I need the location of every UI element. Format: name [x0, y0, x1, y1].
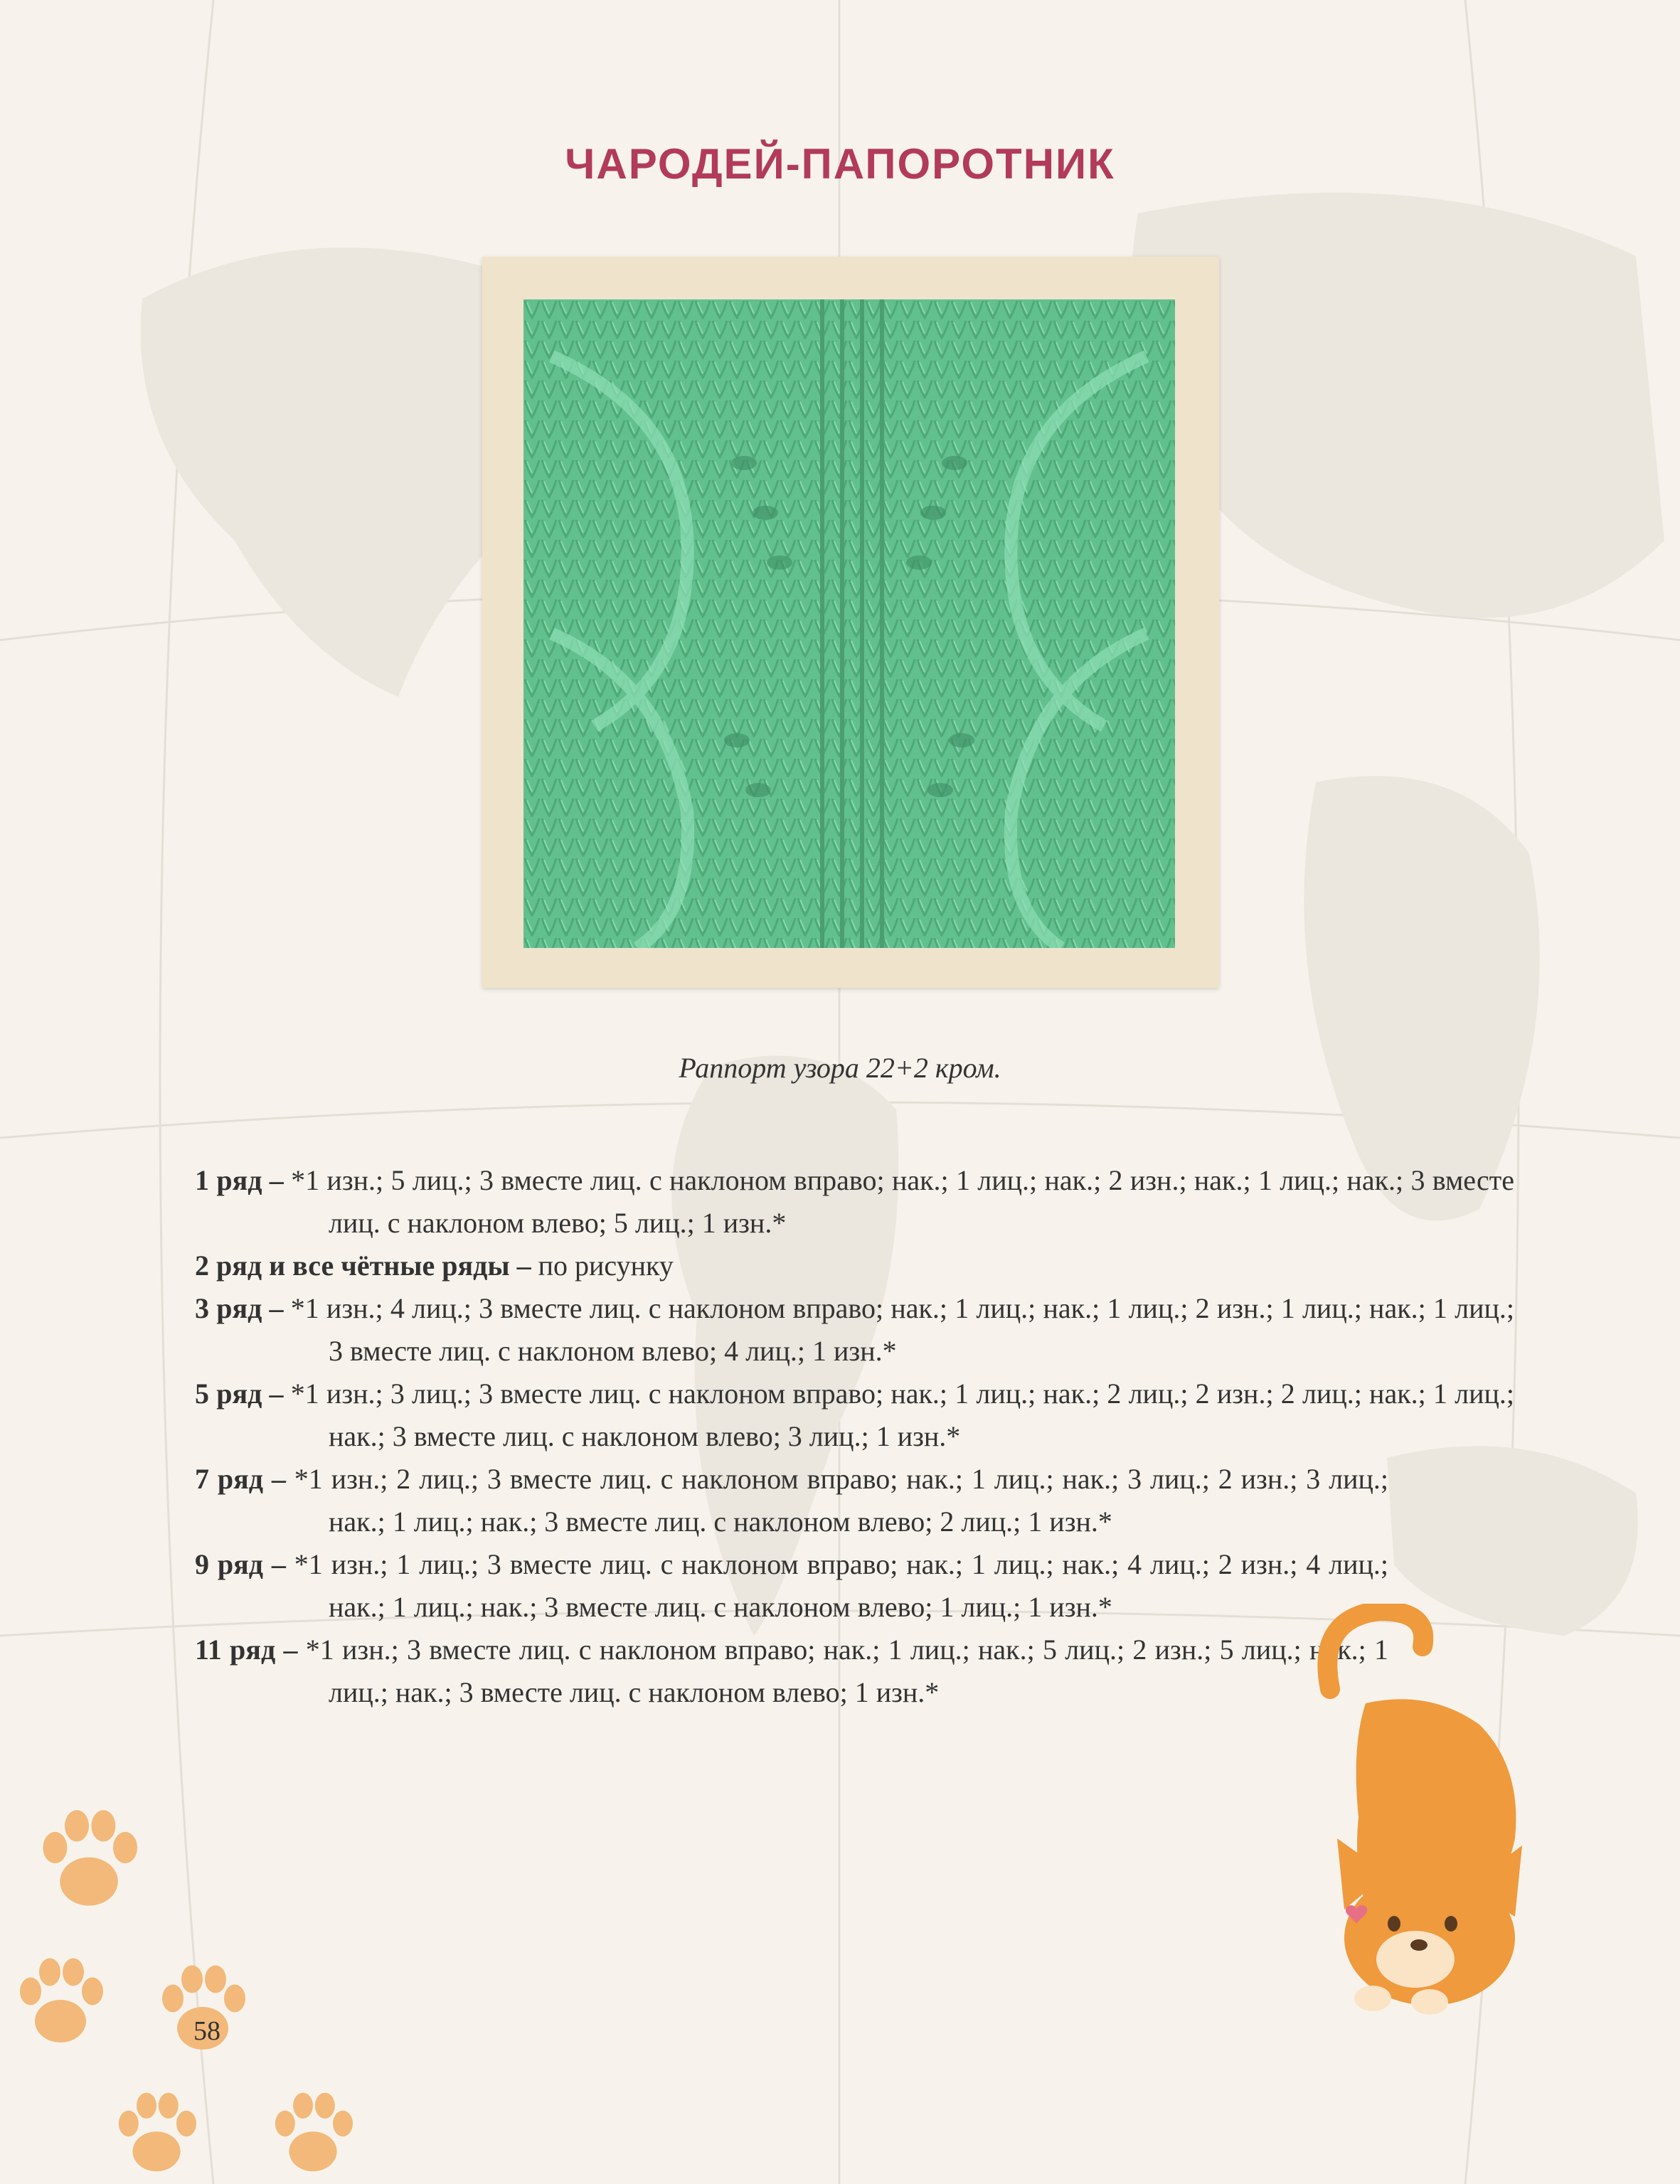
page-title: ЧАРОДЕЙ-ПАПОРОТНИК [565, 140, 1115, 188]
cat-illustration [1287, 1604, 1572, 2016]
row-label: 9 ряд – [195, 1548, 286, 1580]
row-instruction [195, 1245, 1514, 1287]
row-text: *1 изн.; 3 лиц.; 3 вместе лиц. с наклоном вправо; нак.; 1 лиц.; нак.; 2 лиц.; 2 изн.; 2 лиц.; нак.; 1 лиц.; нак.; 3 вместе лиц. с наклоном влево; 3 лиц.; 1 изн.* [290, 1378, 1515, 1452]
row-text: *1 изн.; 2 лиц.; 3 вместе лиц. с наклоном вправо; нак.; 1 лиц.; нак.; 3 лиц.; 2 изн.; 3 лиц.; нак.; 1 лиц.; нак.; 3 вместе лиц. с наклоном влево; 2 лиц.; 1 изн.* [294, 1463, 1389, 1538]
row-instruction [195, 1159, 1514, 1245]
row-label: 1 ряд – [195, 1164, 284, 1196]
row-label: 5 ряд – [195, 1378, 284, 1410]
row-label: 3 ряд – [195, 1292, 284, 1324]
paw-print-icon [263, 2084, 363, 2183]
pattern-repeat-caption: Раппорт узора 22+2 кром. [679, 1052, 1001, 1084]
page-number: 58 [193, 2016, 220, 2046]
row-instruction [195, 1543, 1388, 1629]
heart-icon [1344, 1903, 1368, 1924]
row-label: 7 ряд – [195, 1463, 286, 1495]
knit-sample-frame [482, 257, 1219, 988]
row-text: *1 изн.; 5 лиц.; 3 вместе лиц. с наклоном вправо; нак.; 1 лиц.; нак.; 2 изн.; нак.; 1 лиц.; нак.; 3 вместе лиц. с наклоном влево; 5 лиц.; 1 изн.* [291, 1164, 1515, 1239]
row-text: *1 изн.; 3 вместе лиц. с наклоном вправо; нак.; 1 лиц.; нак.; 5 лиц.; 2 изн.; 5 лиц.; нак.; 1 лиц.; нак.; 3 вместе лиц. с наклоном влево; 1 изн.* [305, 1634, 1388, 1708]
row-label: 11 ряд – [195, 1634, 298, 1666]
paw-print-icon [28, 1799, 149, 1920]
row-instruction [195, 1629, 1388, 1714]
paw-print-icon [7, 1949, 114, 2055]
row-instruction [195, 1458, 1388, 1543]
knit-sample-photo [523, 299, 1175, 948]
row-label: 2 ряд и все чётные ряды – [195, 1250, 531, 1282]
row-text: *1 изн.; 4 лиц.; 3 вместе лиц. с наклоном вправо; нак.; 1 лиц.; нак.; 1 лиц.; 2 изн.; 1 лиц.; нак.; 1 лиц.; 3 вместе лиц. с наклоном влево; 4 лиц.; 1 изн.* [290, 1292, 1515, 1367]
row-instruction [195, 1373, 1514, 1458]
row-text: по рисунку [538, 1250, 674, 1282]
row-text: *1 изн.; 1 лиц.; 3 вместе лиц. с наклоном вправо; нак.; 1 лиц.; нак.; 4 лиц.; 2 изн.; 4 лиц.; нак.; 1 лиц.; нак.; 3 вместе лиц. с наклоном влево; 1 лиц.; 1 изн.* [294, 1548, 1389, 1623]
paw-print-icon [107, 2084, 206, 2183]
row-instruction [195, 1287, 1514, 1373]
